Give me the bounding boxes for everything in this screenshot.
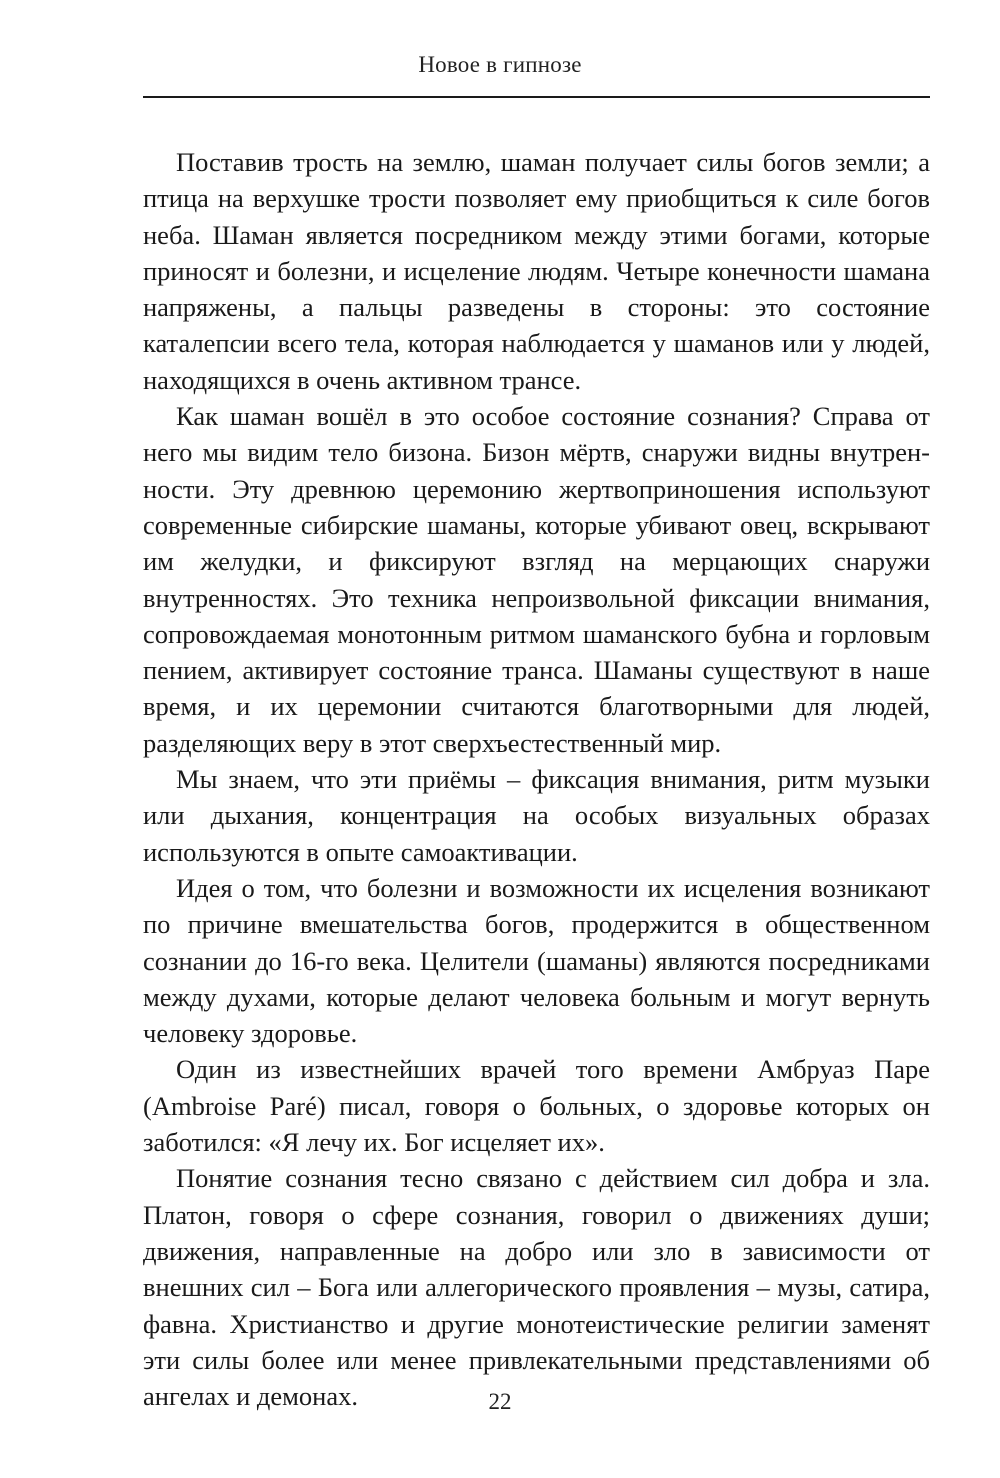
paragraph: Один из известнейших врачей того времени Амбруаз Паре (Ambroise Paré) писал, говоря о больных, о здоровье которых он заботился: «Я лечу их. Бог исцеляет их». <box>143 1054 930 1158</box>
running-title: Новое в гипнозе <box>418 52 582 77</box>
paragraph: Поставив трость на землю, шаман получает силы богов земли; а птица на верхушке трости позволяет ему приобщиться к силе богов неба. Шаман является посредником между этими богами, которые приносят и болезни, и исцеление людям. Четыре конечности шамана напряжены, а пальцы разведены в стороны: это состояние каталепсии всего тела, которая наблюдается у шаманов или у людей, находящихся в очень активном трансе. <box>143 147 930 395</box>
paragraph: Идея о том, что болезни и возможности их исцеления возникают по причине вмешательства богов, продержится в общественном сознании до 16-го века. Целители (шаманы) являются посредниками между духами, которые делают человека больным и могут вернуть человеку здоровье. <box>143 872 930 1049</box>
body-text <box>143 144 930 1414</box>
page-number: 22 <box>488 1389 512 1414</box>
header-rule <box>143 96 930 98</box>
paragraph: Как шаман вошёл в это особое состояние сознания? Справа от него мы видим тело бизона. Бизон мёртв, снаружи видны внутренности. Эту древнюю церемонию жертвоприношения используют современные сибирские шаманы, которые убивают овец, вскрывают им желудки, и фиксируют взгляд на мерцающих снаружи внутренностях. Это техника непроизвольной фиксации внимания, сопровождаемая монотонным ритмом шаманского бубна и горловым пением, активирует состояние транса. Шаманы существуют в наше время, и их церемонии считаются благотворными для людей, разделяющих веру в этот сверхъестественный мир. <box>143 401 930 758</box>
paragraph: Понятие сознания тесно связано с действием сил добра и зла. Платон, говоря о сфере сознания, говорил о движениях души; движения, направленные на добро или зло в зависимости от внешних сил – Бога или аллегорического проявления – музы, сатира, фавна. Христианство и другие монотеистические религии заменят эти силы более или менее привлекательными представлениями об ангелах и демонах. <box>143 1163 930 1412</box>
paragraph: Мы знаем, что эти приёмы – фиксация внимания, ритм музыки или дыхания, концентрация на особых визуальных образах используются в опыте самоактивации. <box>143 764 930 867</box>
